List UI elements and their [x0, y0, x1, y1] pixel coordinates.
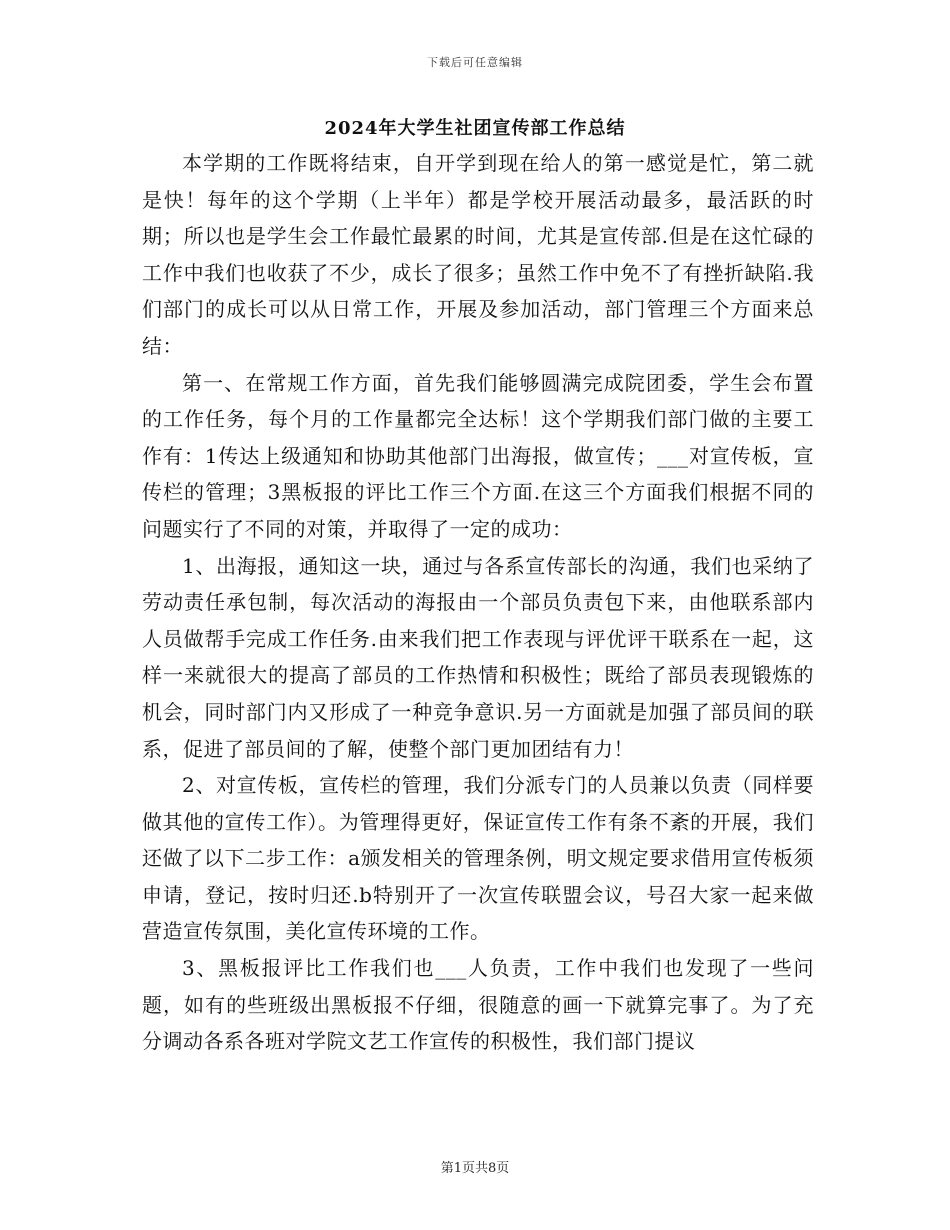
paragraph-blackboard: 3、黑板报评比工作我们也___人负责，工作中我们也发现了一些问题，如有的些班级出黑板报不仔细，很随意的画一下就算完事了。为了充分调动各系各班对学院文艺工作宣传的积极性，我们部门提议 [142, 956, 814, 1054]
page-number: 第1页共8页 [440, 1161, 510, 1176]
header-note: 下载后可任意编辑 [427, 56, 523, 69]
paragraph-posters: 1、出海报，通知这一块，通过与各系宣传部长的沟通，我们也采纳了劳动责任承包制，每次活动的海报由一个部员负责包下来，由他联系部内人员做帮手完成工作任务.由来我们把工作表现与评优评干联系在一起，这样一来就很大的提高了部员的工作热情和积极性；既给了部员表现锻炼的机会，同时部门内又形成了一种竞争意识.另一方面就是加强了部员间的联系，促进了部员间的了解，使整个部门更加团结有力！ [142, 553, 814, 761]
paragraph-bulletin-boards: 2、对宣传板，宣传栏的管理，我们分派专门的人员兼以负责（同样要做其他的宣传工作）。为管理得更好，保证宣传工作有条不紊的开展，我们还做了以下二步工作：a颁发相关的管理条例，明文规定要求借用宣传板须申请，登记，按时归还.b特别开了一次宣传联盟会议，号召大家一起来做营造宣传氛围，美化宣传环境的工作。 [142, 773, 814, 944]
document-body [142, 145, 814, 1060]
document-title: 2024年大学生社团宣传部工作总结 [324, 118, 626, 139]
paragraph-intro: 本学期的工作既将结束，自开学到现在给人的第一感觉是忙，第二就是快！每年的这个学期（上半年）都是学校开展活动最多，最活跃的时期；所以也是学生会工作最忙最累的时间，尤其是宣传部.但是在这忙碌的工作中我们也收获了不少，成长了很多；虽然工作中免不了有挫折缺陷.我们部门的成长可以从日常工作，开展及参加活动，部门管理三个方面来总结： [142, 151, 814, 358]
paragraph-routine-work: 第一、在常规工作方面，首先我们能够圆满完成院团委，学生会布置的工作任务，每个月的工作量都完全达标！这个学期我们部门做的主要工作有：1传达上级通知和协助其他部门出海报，做宣传；___对宣传板，宣传栏的管理；3黑板报的评比工作三个方面.在这三个方面我们根据不同的问题实行了不同的对策，并取得了一定的成功： [142, 370, 814, 541]
